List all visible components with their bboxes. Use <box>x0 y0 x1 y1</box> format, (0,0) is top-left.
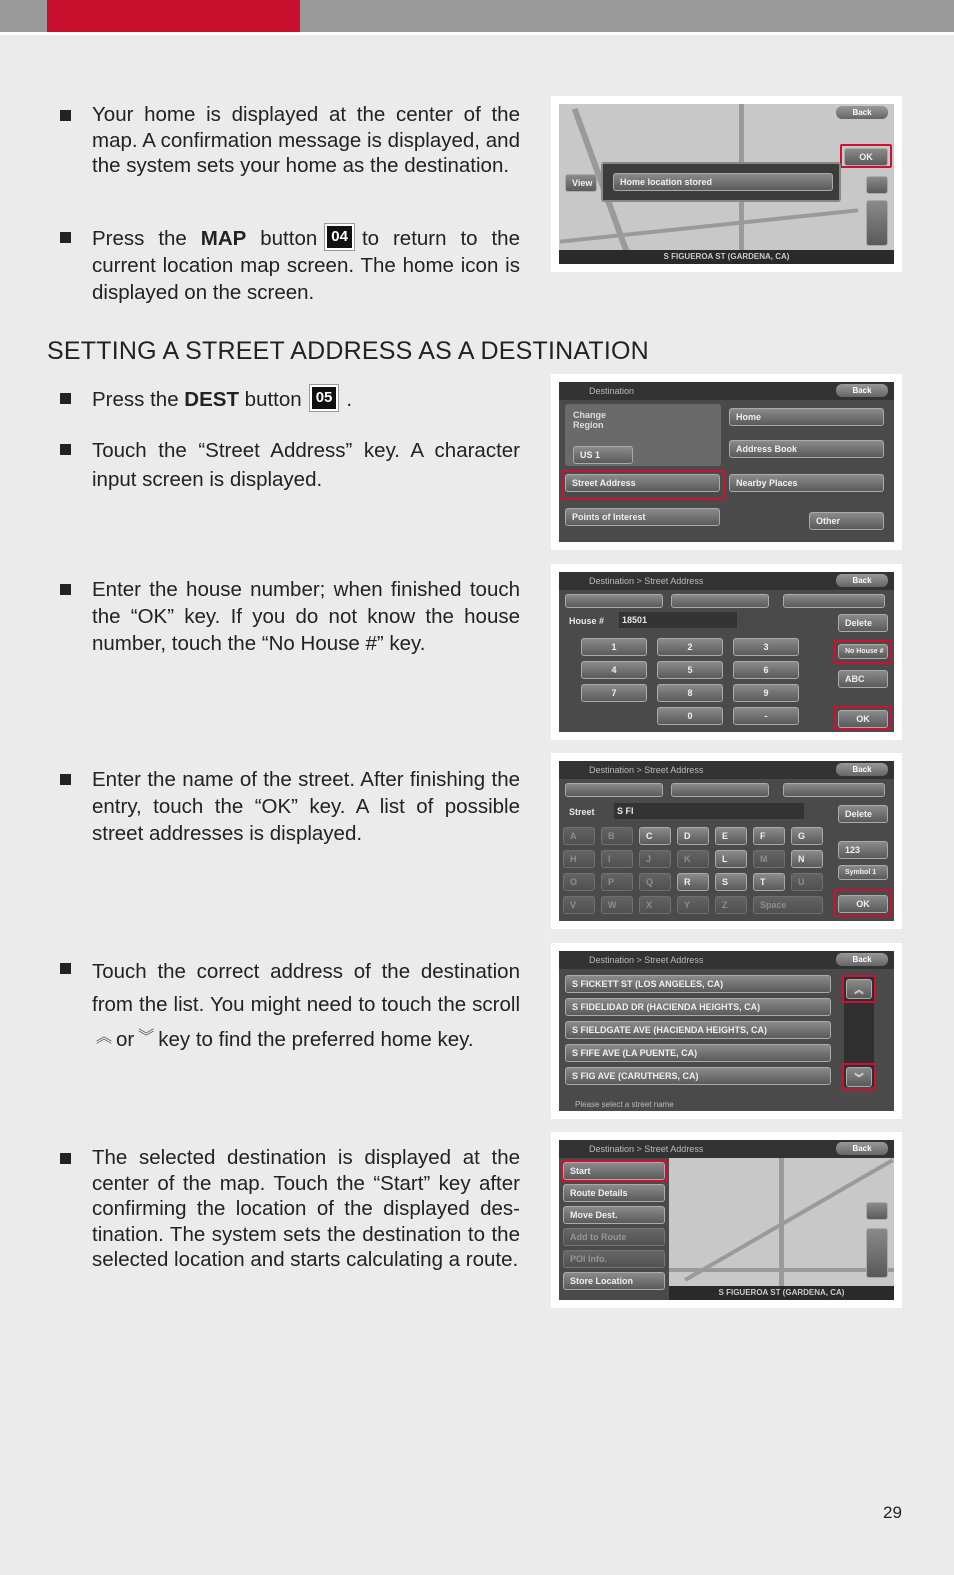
bullet-square-icon <box>60 393 71 404</box>
view-button[interactable]: View <box>565 174 597 192</box>
key-x[interactable]: X <box>639 896 671 914</box>
bullet-square-icon <box>60 963 71 974</box>
address-list-item[interactable]: S FIELDGATE AVE (HACIENDA HEIGHTS, CA) <box>565 1021 831 1039</box>
zoom-scale-button[interactable] <box>866 176 888 194</box>
text-fragment: Touch the correct address of the destination from the list. You might need to touch the scroll <box>92 960 520 1016</box>
bullet-square-icon <box>60 444 71 455</box>
store-location-button[interactable]: Store Location <box>563 1272 665 1290</box>
chevron-down-double-icon[interactable]: ︾ <box>846 1067 872 1087</box>
confirmation-dialog <box>601 162 841 202</box>
delete-button[interactable]: Delete <box>838 805 888 823</box>
space-key[interactable]: Space <box>753 896 823 914</box>
bullet-text: Your home is displayed at the center of the map. A confirmation message is displayed, and the system sets your home as the destination. <box>92 103 520 177</box>
start-button[interactable]: Start <box>563 1162 665 1180</box>
house-number-screen <box>559 572 894 732</box>
bullet-square-icon <box>60 1153 71 1164</box>
nearby-places-button[interactable]: Nearby Places <box>729 474 884 492</box>
map-road <box>779 1158 784 1298</box>
key-i[interactable]: I <box>601 850 633 868</box>
map-side-controls[interactable] <box>866 1228 888 1278</box>
city-tab[interactable] <box>783 594 885 608</box>
key-l[interactable]: L <box>715 850 747 868</box>
screenshot-house-number <box>551 564 902 740</box>
screenshot-destination-menu <box>551 374 902 550</box>
dest-button-badge: 05 <box>310 385 339 411</box>
key-s[interactable]: S <box>715 873 747 891</box>
bullet-selected-destination <box>60 1145 520 1273</box>
key-p[interactable]: P <box>601 873 633 891</box>
screenshot-home-stored <box>551 96 902 272</box>
bullet-square-icon <box>60 774 71 785</box>
home-button[interactable]: Home <box>729 408 884 426</box>
street-address-button[interactable]: Street Address <box>565 474 720 492</box>
destination-screen <box>559 382 894 542</box>
key-q[interactable]: Q <box>639 873 671 891</box>
bullet-text: The selected destination is displayed at the center of the map. Touch the “Start” key after confirming the location of the displayed destination. The system sets the destination to the selected location and starts calculating a route. <box>92 1146 520 1271</box>
back-button[interactable]: Back <box>836 953 888 966</box>
chevron-up-double-icon: ︽ <box>96 1029 113 1046</box>
map-button-badge: 04 <box>325 224 354 250</box>
highlight-box <box>842 975 876 1003</box>
key-h[interactable]: H <box>563 850 595 868</box>
address-book-button[interactable]: Address Book <box>729 440 884 458</box>
map-button-label: MAP <box>200 227 247 250</box>
house-label: House # <box>569 616 605 626</box>
key-2[interactable]: 2 <box>657 638 723 656</box>
move-dest-button[interactable]: Move Dest. <box>563 1206 665 1224</box>
screen-title: Destination > Street Address <box>559 951 894 969</box>
key-8[interactable]: 8 <box>657 684 723 702</box>
bullet-press-map <box>60 224 520 306</box>
text-fragment: key to find the preferred home key. <box>158 1028 474 1051</box>
bullet-street-name <box>60 766 520 847</box>
ok-button[interactable]: OK <box>844 148 888 166</box>
address-list-item[interactable]: S FIFE AVE (LA PUENTE, CA) <box>565 1044 831 1062</box>
screen-title: Destination <box>559 382 894 400</box>
key-6[interactable]: 6 <box>733 661 799 679</box>
change-region-label: Change Region <box>573 410 607 430</box>
bullet-square-icon <box>60 584 71 595</box>
key-u[interactable]: U <box>791 873 823 891</box>
text-fragment: or <box>116 1028 135 1051</box>
map-view[interactable] <box>669 1158 894 1286</box>
street-name-input[interactable]: S FI <box>614 803 804 819</box>
key-4[interactable]: 4 <box>581 661 647 679</box>
screenshot-street-name <box>551 753 902 929</box>
highlight-box <box>842 1063 876 1091</box>
key-d[interactable]: D <box>677 827 709 845</box>
current-street-bar: S FIGUEROA ST (GARDENA, CA) <box>559 250 894 264</box>
screen-title: Destination > Street Address <box>559 761 894 779</box>
hint-text: Please select a street name <box>575 1100 674 1109</box>
screenshot-address-list <box>551 943 902 1119</box>
bullet-text <box>92 224 520 306</box>
bullet-home-displayed <box>60 102 520 179</box>
ok-button[interactable]: OK <box>838 895 888 913</box>
map-road <box>669 1268 894 1272</box>
key-m[interactable]: M <box>753 850 785 868</box>
header-divider <box>0 32 954 35</box>
back-button[interactable]: Back <box>836 384 888 397</box>
chevron-down-double-icon: ︾ <box>138 1029 155 1046</box>
destination-map-screen <box>559 1140 894 1300</box>
poi-button[interactable]: Points of Interest <box>565 508 720 526</box>
key-y[interactable]: Y <box>677 896 709 914</box>
text-fragment: to return to the current location map screen. The home icon is displayed on the screen. <box>92 227 520 304</box>
key-g[interactable]: G <box>791 827 823 845</box>
house-tab[interactable] <box>565 594 663 608</box>
street-tab[interactable] <box>671 783 769 797</box>
key-0[interactable]: 0 <box>657 707 723 725</box>
back-button[interactable]: Back <box>836 106 888 119</box>
key-r[interactable]: R <box>677 873 709 891</box>
key-b[interactable]: B <box>601 827 633 845</box>
route-details-button[interactable]: Route Details <box>563 1184 665 1202</box>
dest-button-label: DEST <box>184 388 239 411</box>
highlight-box <box>834 706 892 730</box>
numeric-mode-button[interactable]: 123 <box>838 841 888 859</box>
house-number-input[interactable]: 18501 <box>619 612 737 628</box>
bullet-select-address <box>60 955 520 1056</box>
top-header-bar <box>0 0 954 32</box>
key-1[interactable]: 1 <box>581 638 647 656</box>
highlight-box <box>834 889 892 917</box>
address-list-item[interactable]: S FICKETT ST (LOS ANGELES, CA) <box>565 975 831 993</box>
bullet-square-icon <box>60 110 71 121</box>
highlight-box <box>562 470 725 500</box>
current-street-bar: S FIGUEROA ST (GARDENA, CA) <box>669 1286 894 1300</box>
street-name-screen <box>559 761 894 921</box>
key-c[interactable]: C <box>639 827 671 845</box>
bullet-street-address <box>60 436 520 494</box>
street-tab[interactable] <box>671 594 769 608</box>
city-tab[interactable] <box>783 783 885 797</box>
bullet-house-number <box>60 576 520 657</box>
back-button[interactable]: Back <box>836 763 888 776</box>
highlight-box <box>834 640 892 664</box>
text-fragment: . <box>346 388 353 411</box>
section-heading: SETTING A STREET ADDRESS AS A DESTINATION <box>47 337 649 365</box>
text-fragment: Press the <box>92 227 201 250</box>
bullet-square-icon <box>60 232 71 243</box>
key-9[interactable]: 9 <box>733 684 799 702</box>
bullet-text <box>92 955 520 1056</box>
text-fragment: Press the <box>92 388 185 411</box>
no-house-button[interactable]: No House # <box>838 644 888 659</box>
text-fragment: button <box>238 388 302 411</box>
key-7[interactable]: 7 <box>581 684 647 702</box>
text-fragment: button <box>246 227 318 250</box>
back-button[interactable]: Back <box>836 1142 888 1155</box>
zoom-scale-button[interactable] <box>866 1202 888 1220</box>
address-list-item[interactable]: S FIDELIDAD DR (HACIENDA HEIGHTS, CA) <box>565 998 831 1016</box>
header-accent-block <box>47 0 300 32</box>
add-to-route-button[interactable]: Add to Route <box>563 1228 665 1246</box>
confirmation-message: Home location stored <box>613 173 833 191</box>
key-3[interactable]: 3 <box>733 638 799 656</box>
key-t[interactable]: T <box>753 873 785 891</box>
bullet-text: Enter the name of the street. After finishing the entry, touch the “OK” key. A list of possible street addresses is displayed. <box>92 768 520 845</box>
bullet-text <box>92 385 520 413</box>
key-v[interactable]: V <box>563 896 595 914</box>
address-list-screen <box>559 951 894 1111</box>
key-f[interactable]: F <box>753 827 785 845</box>
address-list-item[interactable]: S FIG AVE (CARUTHERS, CA) <box>565 1067 831 1085</box>
back-button[interactable]: Back <box>836 574 888 587</box>
ok-button[interactable]: OK <box>838 710 888 728</box>
key-w[interactable]: W <box>601 896 633 914</box>
key-n[interactable]: N <box>791 850 823 868</box>
page-number: 29 <box>883 1503 902 1522</box>
screen-title: Destination > Street Address <box>559 572 894 590</box>
key-e[interactable]: E <box>715 827 747 845</box>
map-side-controls[interactable] <box>866 200 888 246</box>
symbol-mode-button[interactable]: Symbol 1 <box>838 865 888 880</box>
house-tab[interactable] <box>565 783 663 797</box>
bullet-press-dest <box>60 385 520 413</box>
highlight-box <box>840 144 892 168</box>
map-road <box>560 208 859 243</box>
street-label: Street <box>569 807 595 817</box>
key-o[interactable]: O <box>563 873 595 891</box>
key-k[interactable]: K <box>677 850 709 868</box>
region-value: US 1 <box>573 446 633 464</box>
map-road <box>684 1158 894 1281</box>
delete-button[interactable]: Delete <box>838 614 888 632</box>
screenshot-destination-map <box>551 1132 902 1308</box>
poi-info-button[interactable]: POI Info. <box>563 1250 665 1268</box>
bullet-text: Touch the “Street Address” key. A character input screen is displayed. <box>92 439 520 491</box>
key-dash[interactable]: - <box>733 707 799 725</box>
highlight-box <box>561 1160 668 1182</box>
key-j[interactable]: J <box>639 850 671 868</box>
nav-map-screen <box>559 104 894 264</box>
key-5[interactable]: 5 <box>657 661 723 679</box>
region-map-panel[interactable] <box>565 404 721 466</box>
chevron-up-double-icon[interactable]: ︽ <box>846 979 872 999</box>
screen-title: Destination > Street Address <box>559 1140 894 1158</box>
other-button[interactable]: Other <box>809 512 884 530</box>
key-z[interactable]: Z <box>715 896 747 914</box>
bullet-text: Enter the house number; when finished touch the “OK” key. If you do not know the house number, touch the “No House #” key. <box>92 578 520 655</box>
key-a[interactable]: A <box>563 827 595 845</box>
abc-button[interactable]: ABC <box>838 670 888 688</box>
